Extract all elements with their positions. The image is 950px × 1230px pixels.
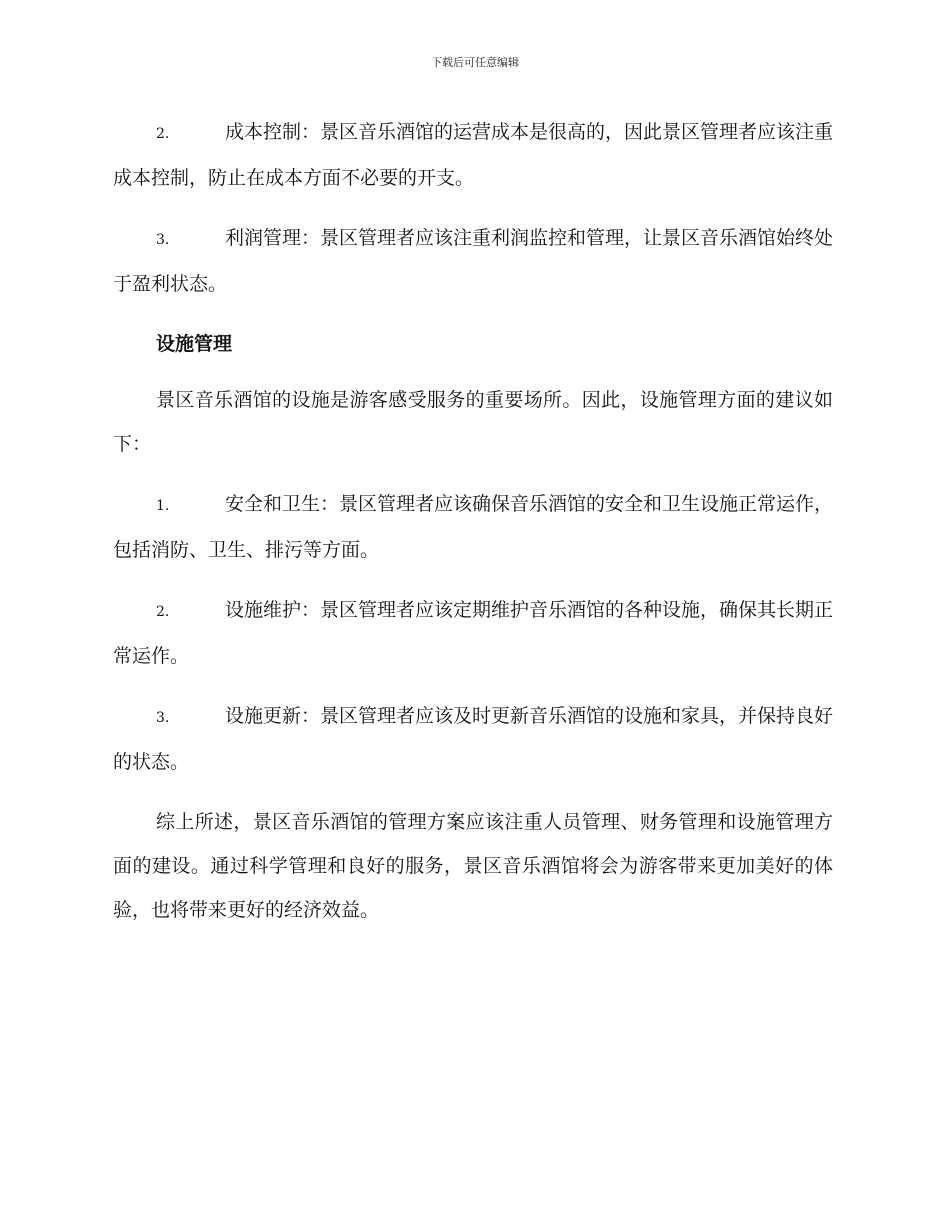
list-item-facility-maintenance xyxy=(113,588,833,678)
list-item-text: 设施更新：景区管理者应该及时更新音乐酒馆的设施和家具，并保持良好的状态。 xyxy=(113,705,834,773)
list-item-text: 安全和卫生：景区管理者应该确保音乐酒馆的安全和卫生设施正常运作，包括消防、卫生、排污等方面。 xyxy=(113,493,834,561)
list-number: 2. xyxy=(156,126,170,142)
document-body xyxy=(113,110,833,948)
list-number: 2. xyxy=(156,604,170,620)
conclusion-paragraph: 综上所述，景区音乐酒馆的管理方案应该注重人员管理、财务管理和设施管理方面的建设。通过科学管理和良好的服务，景区音乐酒馆将会为游客带来更加美好的体验，也将带来更好的经济效益。 xyxy=(113,811,833,921)
list-number: 1. xyxy=(156,498,170,514)
list-item-text: 设施维护：景区管理者应该定期维护音乐酒馆的各种设施，确保其长期正常运作。 xyxy=(113,599,834,667)
list-number: 3. xyxy=(156,710,170,726)
list-item-profit-management xyxy=(113,216,833,306)
list-item-safety-hygiene xyxy=(113,482,833,572)
page-header: 下载后可任意编辑 xyxy=(431,56,519,69)
facility-intro-paragraph: 景区音乐酒馆的设施是游客感受服务的重要场所。因此，设施管理方面的建议如下： xyxy=(113,389,833,455)
list-item-text: 成本控制：景区音乐酒馆的运营成本是很高的，因此景区管理者应该注重成本控制，防止在成本方面不必要的开支。 xyxy=(113,121,834,189)
section-heading-facility: 设施管理 xyxy=(156,333,233,355)
list-number: 3. xyxy=(156,232,170,248)
list-item-text: 利润管理：景区管理者应该注重利润监控和管理，让景区音乐酒馆始终处于盈利状态。 xyxy=(113,227,834,295)
list-item-facility-update xyxy=(113,694,833,784)
list-item-cost-control xyxy=(113,110,833,200)
